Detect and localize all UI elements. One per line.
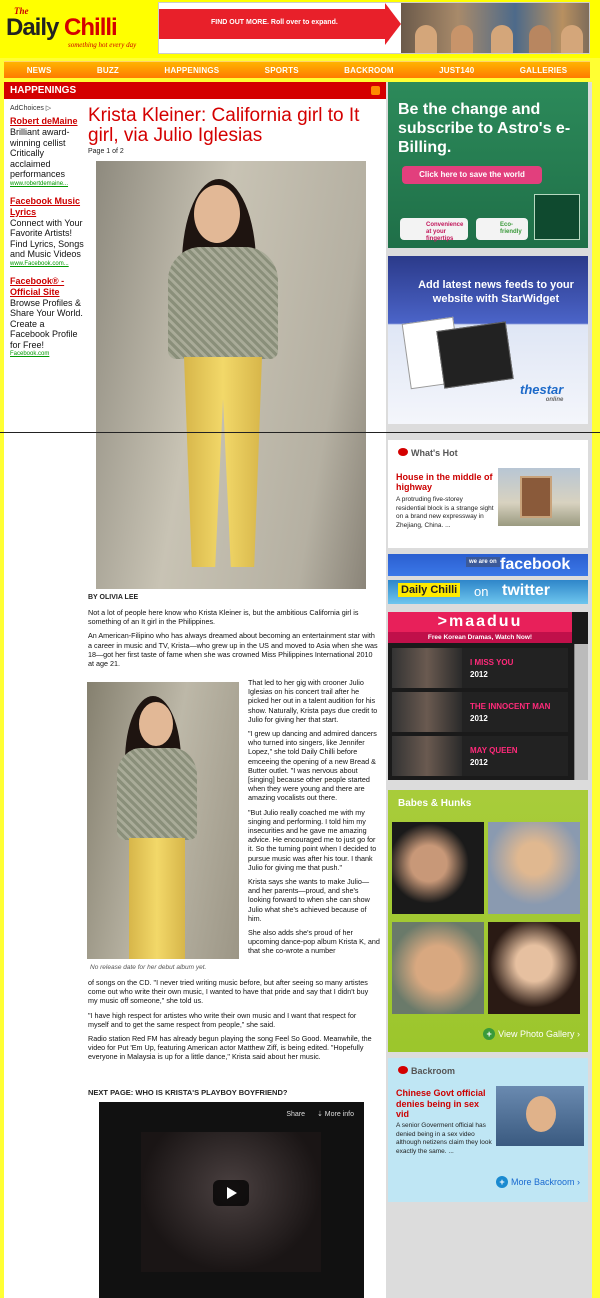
drama-title: THE INNOCENT MAN (470, 702, 551, 711)
rss-icon[interactable] (371, 86, 380, 95)
video-toolbar (286, 1110, 354, 1118)
paragraph: "I have high respect for artistes who write their own music and I want that respect for myself and to get the same respect from people," she said. (88, 1010, 357, 1029)
ad-url[interactable]: www.Facebook.com... (10, 260, 69, 267)
adchoices-label[interactable]: AdChoices ▷ (10, 105, 52, 112)
logo-daily: Daily (6, 14, 65, 41)
nav-backroom[interactable]: BACKROOM (344, 65, 394, 75)
twitter-brand: Daily Chilli (398, 583, 460, 597)
logo-the: The (14, 6, 29, 16)
gallery-photo[interactable] (392, 922, 484, 1014)
site-header (0, 0, 600, 58)
right-sidebar (386, 82, 592, 1298)
starwidget-headline: Add latest news feeds to your website with StarWidget (418, 279, 574, 305)
article-byline: BY OLIVIA LEE (88, 594, 139, 601)
video-more-info-button[interactable]: ⇣ More info (317, 1111, 354, 1118)
drama-year: 2012 (470, 758, 488, 767)
next-page-link[interactable]: NEXT PAGE: WHO IS KRISTA'S PLAYBOY BOYFRIEND? (88, 1088, 288, 1097)
whats-hot-desc: A protruding five-storey residential block is a strange sight on a brand new expressway in Zhejiang, China. ... (396, 496, 494, 529)
ad-desc: Connect with Your Favorite Artists! Find Lyrics, Songs and Music Videos (10, 217, 84, 259)
page-indicator: Page 1 of 2 (88, 148, 124, 155)
drama-item[interactable] (392, 736, 568, 776)
astro-book-icon (534, 194, 580, 240)
thestar-logo (520, 382, 563, 403)
thestar-logo-text: thestar (520, 382, 564, 397)
site-logo[interactable] (6, 6, 156, 52)
maaduu-scrollbar[interactable] (574, 644, 588, 780)
section-header (4, 82, 386, 99)
drama-item[interactable] (392, 692, 568, 732)
main-nav (4, 61, 590, 78)
page-fold-line (0, 432, 600, 433)
thestar-logo-sub: online (545, 397, 564, 403)
backroom-box (388, 1058, 588, 1202)
nav-just140[interactable]: JUST140 (439, 65, 475, 75)
ad-desc: Browse Profiles & Share Your World. Create a Facebook Profile for Free! (10, 297, 83, 350)
paragraph: That led to her gig with crooner Julio Iglesias on his concert trail after he picked her out in a talent audition for his show. Naturally, Krista pays due credit to Julio for giving her that start. (248, 678, 378, 724)
backroom-label: Backroom (398, 1066, 455, 1076)
photo-caption: No release date for her debut album yet. (90, 964, 207, 971)
gallery-photo[interactable] (392, 822, 484, 914)
astro-headline: Be the change and subscribe to Astro's e-Billing. (398, 101, 571, 156)
whats-hot-box (388, 440, 588, 548)
whats-hot-title[interactable]: House in the middle of highway (396, 472, 493, 492)
article-photo-main (96, 161, 366, 589)
astro-save-world-button[interactable]: Click here to save the world (402, 166, 542, 184)
drama-year: 2012 (470, 670, 488, 679)
astro-convenience-badge: Convenience at your fingertips (400, 218, 468, 240)
drama-item[interactable] (392, 648, 568, 688)
astro-eco-badge: Eco-friendly (476, 218, 528, 240)
paragraph: "But Julio really coached me with my singing and performing. I told him my insecurities and he gave me amazing advice. He encouraged me to just go for it. So the turning point when I decided to pursue music was after his tour. I thank Julio for giving me that push." (248, 807, 377, 872)
article-title: Krista Kleiner: California girl to It girl, via Julio Iglesias (88, 105, 360, 146)
view-photo-gallery-link[interactable]: + View Photo Gallery › (483, 1028, 580, 1040)
facebook-logo: facebook (500, 556, 571, 573)
paragraph: She also adds she's proud of her upcoming dance-pop album Krista K, and that she co-wrote a number (248, 928, 380, 956)
photo-jeans (129, 838, 185, 959)
header-banner-ad[interactable] (158, 2, 590, 54)
twitter-banner[interactable] (388, 580, 588, 604)
video-player[interactable] (99, 1102, 364, 1298)
drama-title: MAY QUEEN (470, 746, 518, 755)
logo-wordmark (6, 14, 117, 42)
banner-photo (401, 3, 590, 54)
ad-title[interactable]: Facebook® - Official Site (10, 275, 65, 297)
ad-item[interactable] (10, 196, 84, 267)
drama-thumbnail (392, 736, 462, 776)
article-body-top (88, 608, 378, 673)
paragraph: Radio station Red FM has already begun playing the song Feel So Good. Meanwhile, the video for Put 'Em Up, featuring American actor Matthew Ziff, is being edited. "Hopefully everyone in Malaysia is up for a little dance," Krista said about her music. (88, 1034, 372, 1062)
drama-thumbnail (392, 648, 462, 688)
nav-buzz[interactable]: BUZZ (96, 65, 120, 75)
section-title: HAPPENINGS (10, 85, 77, 96)
article-photo-secondary (87, 682, 239, 959)
gallery-photo[interactable] (488, 922, 580, 1014)
nav-galleries[interactable]: GALLERIES (519, 65, 568, 75)
backroom-image[interactable] (496, 1086, 584, 1146)
banner-cta: FIND OUT MORE. Roll over to expand. (211, 19, 338, 26)
drama-year: 2012 (470, 714, 488, 723)
play-icon[interactable] (213, 1180, 249, 1206)
ad-url[interactable]: Facebook.com (10, 351, 50, 357)
article-body-column (248, 678, 380, 961)
drama-title: I MISS YOU (470, 658, 514, 667)
astro-ad[interactable] (388, 82, 588, 248)
ad-item[interactable] (10, 276, 84, 358)
nav-news[interactable]: NEWS (26, 65, 52, 75)
ad-title[interactable]: Facebook Music Lyrics (10, 195, 81, 217)
whats-hot-label: What's Hot (398, 448, 458, 458)
facebook-we-are-on: we are on (466, 557, 500, 567)
maaduu-subtitle: Free Korean Dramas, Watch Now! (388, 632, 572, 643)
starwidget-ad[interactable] (388, 256, 588, 424)
twitter-on: on (474, 584, 489, 599)
photo-jeans (184, 357, 262, 567)
widget-screenshot (436, 321, 513, 388)
main-content (4, 82, 386, 1298)
ad-title[interactable]: Robert deMaine (10, 116, 78, 126)
gallery-photo[interactable] (488, 822, 580, 914)
article-body-bottom (88, 978, 378, 1067)
logo-tagline: something hot every day (68, 41, 137, 49)
facebook-banner[interactable] (388, 554, 588, 576)
photo-face (139, 702, 173, 746)
backroom-desc: A senior Goverment official has denied being in a sex video although netizens claim they look exactly the same. ... (396, 1122, 492, 1155)
twitter-logo: twitter (502, 582, 550, 599)
babes-hunks-box (388, 790, 588, 1052)
paragraph: "I grew up dancing and admired dancers who turned into singers, like Jennifer Lopez," she told Daily Chilli before emceeing the opening of a new Bread & Butter outlet. "I was nervous about [singing] because other people started when they were young and there are amazing vocalists out there. (248, 729, 377, 803)
whats-hot-image[interactable] (498, 468, 580, 526)
logo-chilli: Chilli (64, 14, 117, 41)
ad-column (10, 104, 84, 366)
nav-happenings[interactable]: HAPPENINGS (164, 65, 220, 75)
drama-thumbnail (392, 692, 462, 732)
photo-shirt (117, 748, 197, 840)
ad-url[interactable]: www.robertdemaine... (10, 180, 69, 187)
ad-desc: Brilliant award-winning cellist Critically acclaimed performances (10, 127, 70, 179)
backroom-title[interactable]: Chinese Govt official denies being in sex vid (396, 1088, 486, 1119)
paragraph: Not a lot of people here know who Krista Kleiner is, but the ambitious California girl is something of an It girl in the Philippines. (88, 608, 359, 627)
nav-sports[interactable]: SPORTS (264, 65, 299, 75)
photo-face (194, 185, 240, 243)
maaduu-logo[interactable]: >maaduu (388, 612, 572, 632)
ad-item[interactable] (10, 116, 84, 187)
maaduu-widget (388, 612, 588, 780)
video-share-button[interactable]: Share (286, 1111, 306, 1118)
paragraph: Krista says she wants to make Julio—and her parents—proud, and she's looking forward to when she can show Julio what she's achieved because of him. (248, 877, 370, 923)
more-backroom-link[interactable]: + More Backroom › (496, 1176, 580, 1188)
paragraph: An American-Filipino who has always dreamed about becoming an entertainment star with a career in music and TV, Krista—who grew up in the US and moved to Asia when she was 18—got her first taste of fame when she was crowned Miss Philippines International 2010 at age 21. (88, 631, 378, 669)
babes-hunks-label: Babes & Hunks (398, 798, 472, 809)
photo-shirt (168, 247, 278, 359)
paragraph: of songs on the CD. "I never tried writing music before, but after seeing so many artistes come out who write their own music, I wanted to have that pride and say that I didn't buy my music off someone," she told us. (88, 978, 369, 1006)
